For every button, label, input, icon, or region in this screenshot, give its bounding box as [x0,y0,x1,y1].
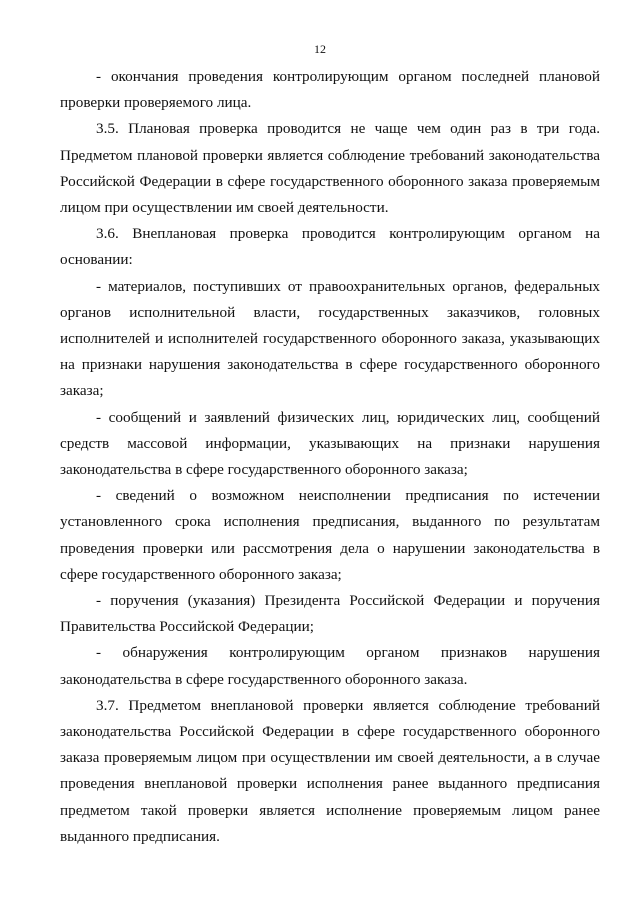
list-item-citizen-reports: - сообщений и заявлений физических лиц, юридических лиц, сообщений средств массовой информации, указывающих на признаки нарушения законодательства в сфере государственного оборонного заказа; [60,408,600,479]
list-item-president-instructions: - поручения (указания) Президента Российской Федерации и поручения Правительства Российской Федерации; [60,592,600,636]
paragraph-3-5: 3.5. Плановая проверка проводится не чаще чем один раз в три года. Предметом плановой проверки является соблюдение требований законодательства Российской Федерации в сфере государственного оборонного заказа проверяемым лицом при осуществлении им своей деятельности. [60,120,600,217]
paragraph-3-7: 3.7. Предметом внеплановой проверки является соблюдение требований законодательства Российской Федерации в сфере государственного оборонного заказа проверяемым лицом при осуществлении им своей деятельности, а в случае проведения внеплановой проверки исполнения ранее выданного предписания предметом такой проверки является исполнение проверяемым лицом ранее выданного предписания. [60,696,600,845]
list-item-detected-violations: - обнаружения контролирующим органом признаков нарушения законодательства в сфере государственного оборонного заказа. [60,644,600,688]
list-item-law-enforcement-materials: - материалов, поступивших от правоохранительных органов, федеральных органов исполнительной власти, государственных заказчиков, головных исполнителей и исполнителей государственного оборонного заказа, указывающих на признаки нарушения законодательства в сфере государственного оборонного заказа; [60,277,600,400]
document-body [60,64,600,850]
paragraph-3-6: 3.6. Внеплановая проверка проводится контролирующим органом на основании: [60,225,600,269]
list-item-order-non-compliance: - сведений о возможном неисполнении предписания по истечении установленного срока исполнения предписания, выданного по результатам проведения проверки или рассмотрения дела о нарушении законодательства в сфере государственного оборонного заказа; [60,487,600,583]
page-number: 12 [314,42,326,56]
paragraph-planned-check-end: - окончания проведения контролирующим органом последней плановой проверки проверяемого лица. [60,68,600,112]
